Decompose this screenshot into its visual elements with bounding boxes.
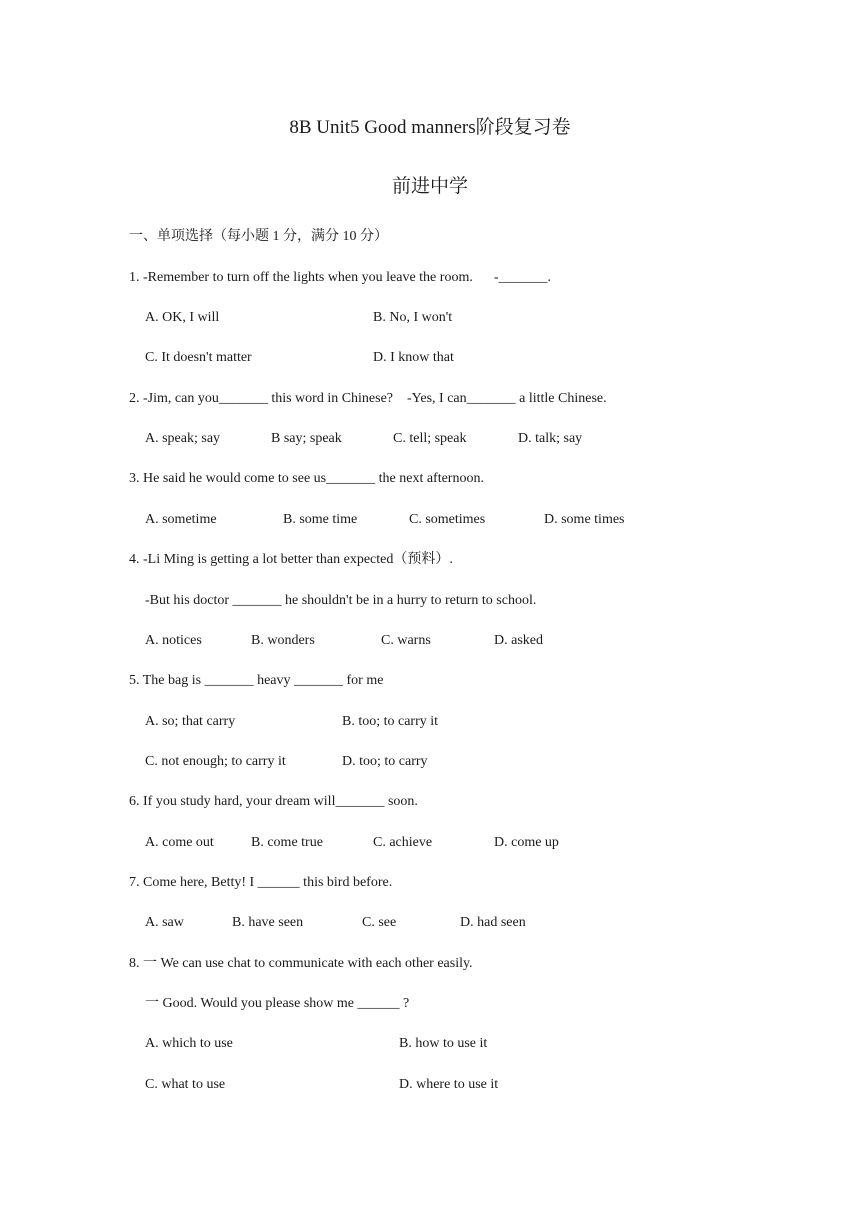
question-1-stem: 1. -Remember to turn off the lights when you leave the room. -_______. (129, 270, 551, 285)
document-title: 8B Unit5 Good manners阶段复习卷 (289, 117, 571, 138)
question-1-option-b: B. No, I won't (373, 310, 453, 325)
question-7-option-c: C. see (362, 915, 397, 930)
section-heading: 一、单项选择（每小题 1 分，满分 10 分） (129, 229, 388, 244)
question-4-option-c: C. warns (381, 633, 431, 648)
question-4-stem: 4. -Li Ming is getting a lot better than expected（预料）. (129, 552, 453, 567)
question-2-option-b: B say; speak (271, 431, 342, 446)
question-7-option-d: D. had seen (460, 915, 526, 930)
question-8-option-d: D. where to use it (399, 1077, 499, 1092)
question-6-option-c: C. achieve (373, 835, 433, 850)
question-8-option-b: B. how to use it (399, 1036, 488, 1051)
question-7-option-a: A. saw (145, 915, 184, 930)
school-name: 前进中学 (391, 176, 468, 197)
question-6-stem: 6. If you study hard, your dream will_______ soon. (129, 794, 418, 809)
question-1-option-c: C. It doesn't matter (145, 350, 252, 365)
question-3-option-c: C. sometimes (409, 512, 486, 527)
question-5-option-c: C. not enough; to carry it (145, 754, 286, 769)
question-2-option-c: C. tell; speak (393, 431, 467, 446)
question-4-stem-2: -But his doctor _______ he shouldn't be in a hurry to return to school. (145, 593, 537, 608)
question-5-option-a: A. so; that carry (145, 714, 236, 729)
question-6-option-d: D. come up (494, 835, 559, 850)
question-2-option-d: D. talk; say (518, 431, 583, 446)
question-8-option-c: C. what to use (145, 1077, 226, 1092)
question-3-option-d: D. some times (544, 512, 625, 527)
question-1-option-a: A. OK, I will (145, 310, 220, 325)
question-8-option-a: A. which to use (145, 1036, 233, 1051)
question-6-option-a: A. come out (145, 835, 214, 850)
question-5-option-d: D. too; to carry (342, 754, 428, 769)
question-1-option-d: D. I know that (373, 350, 454, 365)
question-3-stem: 3. He said he would come to see us_______ the next afternoon. (129, 471, 484, 486)
question-8-stem-2: 一 Good. Would you please show me ______ ? (145, 996, 410, 1011)
question-7-stem: 7. Come here, Betty! I ______ this bird before. (129, 875, 393, 890)
question-5-option-b: B. too; to carry it (342, 714, 439, 729)
question-4-option-d: D. asked (494, 633, 543, 648)
question-8-stem: 8. 一 We can use chat to communicate with each other easily. (129, 956, 473, 971)
question-2-stem: 2. -Jim, can you_______ this word in Chinese? -Yes, I can_______ a little Chinese. (129, 391, 607, 406)
question-2-option-a: A. speak; say (145, 431, 221, 446)
question-5-stem: 5. The bag is _______ heavy _______ for me (129, 673, 384, 688)
question-4-option-a: A. notices (145, 633, 202, 648)
question-4-option-b: B. wonders (251, 633, 315, 648)
question-3-option-b: B. some time (283, 512, 358, 527)
question-3-option-a: A. sometime (145, 512, 217, 527)
question-7-option-b: B. have seen (232, 915, 304, 930)
question-6-option-b: B. come true (251, 835, 323, 850)
